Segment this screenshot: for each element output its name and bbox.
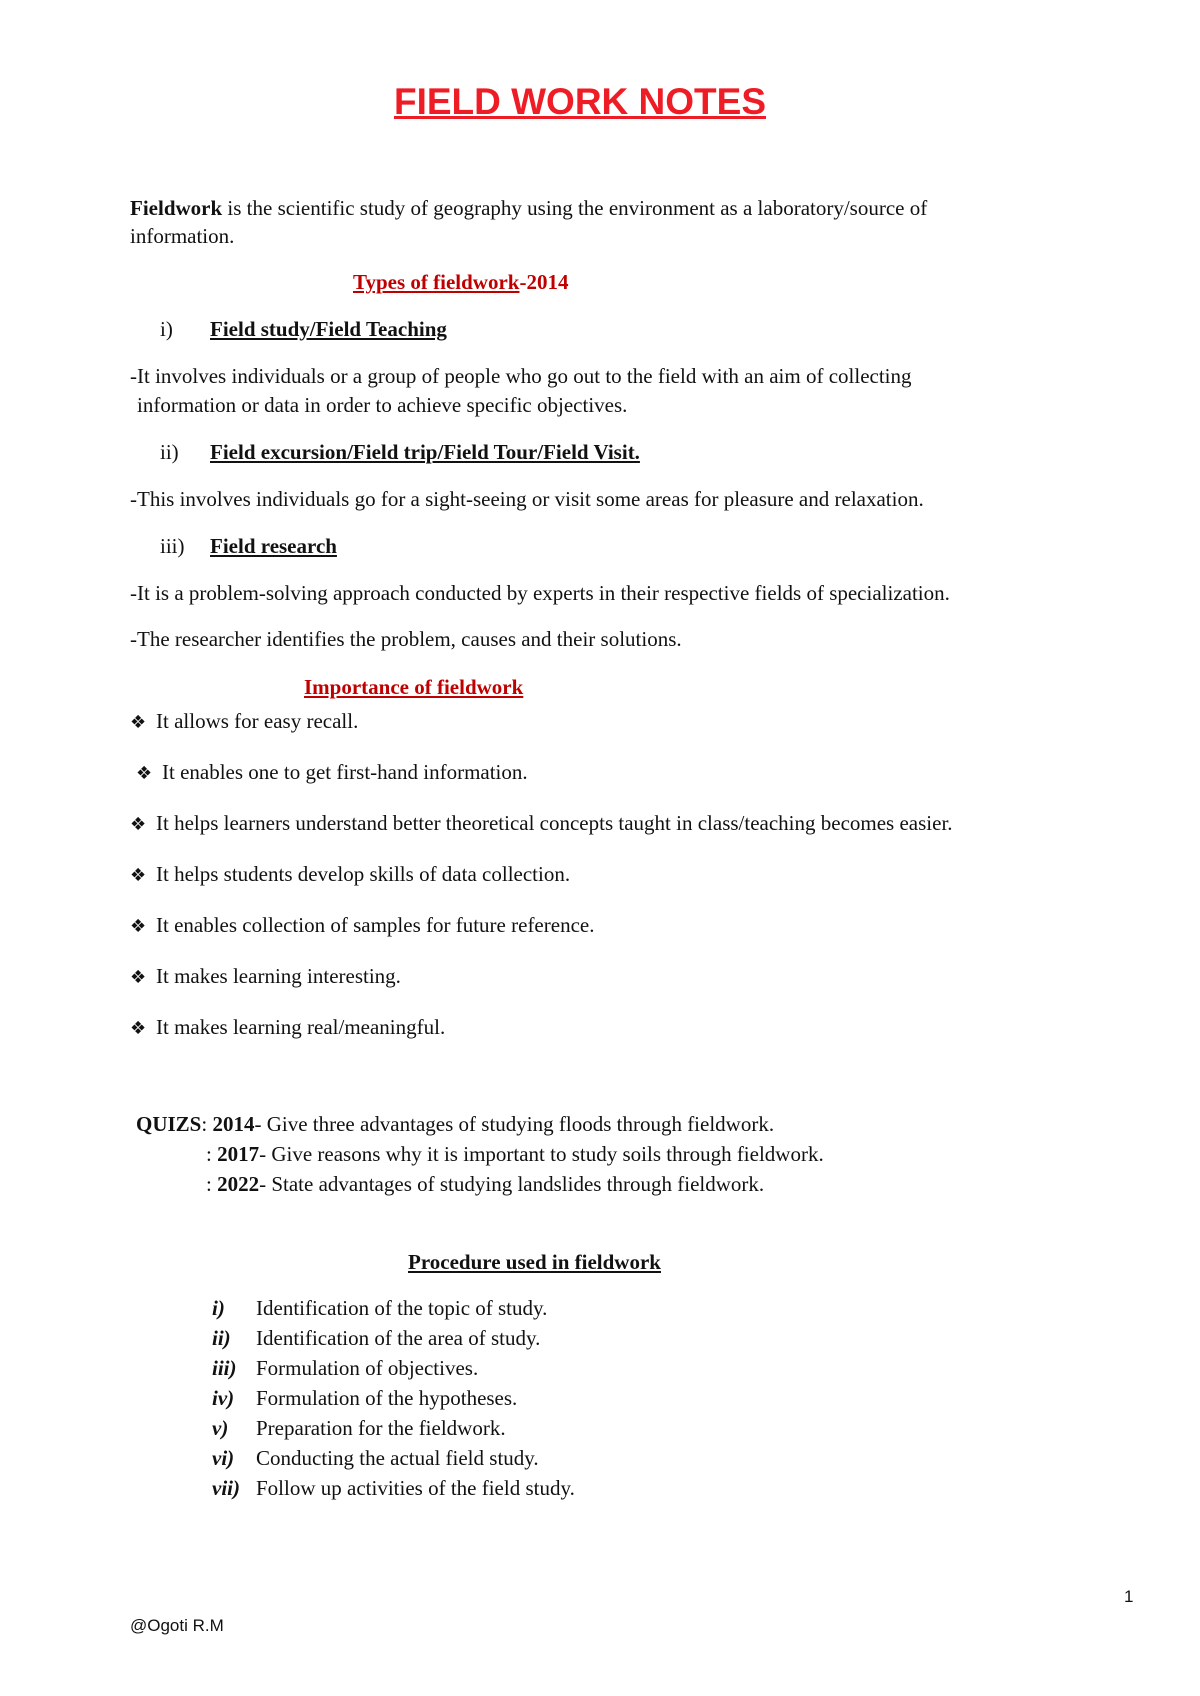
procedure-item: iii) Formulation of objectives. [212, 1356, 479, 1380]
diamond-bullet-icon: ❖ [130, 916, 147, 937]
quiz-label: QUIZS [136, 1112, 202, 1136]
procedure-number: v) [212, 1416, 229, 1440]
procedure-item: iv) Formulation of the hypotheses. [212, 1386, 518, 1410]
types-heading [353, 270, 568, 295]
diamond-bullet-icon: ❖ [130, 865, 147, 886]
type-item-number: ii) [160, 440, 179, 464]
procedure-item: vii) Follow up activities of the field study. [212, 1476, 575, 1500]
quiz-year: 2014 [212, 1112, 255, 1136]
quiz-year: 2022 [217, 1172, 260, 1196]
importance-item: ❖ It helps students develop skills of data collection. [130, 862, 571, 886]
types-heading-label: Types of fieldwork [353, 270, 520, 294]
page-title: FIELD WORK NOTES [393, 81, 767, 122]
type-item-label: Field study/Field Teaching [210, 317, 447, 341]
definition-term: Fieldwork [130, 196, 223, 220]
quiz-line: : 2022- State advantages of studying landslides through fieldwork. [206, 1172, 765, 1196]
procedure-number: i) [212, 1296, 225, 1320]
page-number: 1 [1124, 1587, 1134, 1606]
diamond-bullet-icon: ❖ [130, 814, 147, 835]
diamond-bullet-icon: ❖ [136, 763, 153, 784]
type-item-label: Field research [210, 534, 337, 558]
importance-item: ❖ It makes learning interesting. [130, 964, 401, 988]
importance-item: ❖ It enables collection of samples for future reference. [130, 913, 595, 937]
type-item-1 [160, 317, 447, 342]
types-heading-year: -2014 [519, 270, 569, 294]
type-item-2 [160, 440, 640, 465]
diamond-bullet-icon: ❖ [130, 1018, 147, 1039]
diamond-bullet-icon: ❖ [130, 712, 147, 733]
definition-line-1 [130, 196, 927, 221]
type-item-number: iii) [160, 534, 185, 558]
definition-line-2: information. [130, 224, 235, 248]
procedure-item: vi) Conducting the actual field study. [212, 1446, 539, 1470]
quiz-line: : 2017- Give reasons why it is important to study soils through fieldwork. [206, 1142, 824, 1166]
procedure-number: iv) [212, 1386, 235, 1410]
type-item-desc: information or data in order to achieve specific objectives. [137, 393, 628, 417]
type-item-desc: -This involves individuals go for a sight-seeing or visit some areas for pleasure and relaxation. [130, 487, 924, 511]
procedure-number: vii) [212, 1476, 240, 1500]
quiz-year: 2017 [217, 1142, 260, 1166]
procedure-item: ii) Identification of the area of study. [212, 1326, 541, 1350]
type-item-desc: -The researcher identifies the problem, causes and their solutions. [130, 627, 682, 651]
procedure-heading: Procedure used in fieldwork [408, 1250, 661, 1274]
type-item-desc: -It is a problem-solving approach conducted by experts in their respective fields of specialization. [130, 581, 950, 605]
footer-author: @Ogoti R.M [130, 1616, 224, 1635]
procedure-number: iii) [212, 1356, 237, 1380]
type-item-label: Field excursion/Field trip/Field Tour/Field Visit. [210, 440, 640, 464]
procedure-number: vi) [212, 1446, 235, 1470]
procedure-number: ii) [212, 1326, 231, 1350]
importance-heading: Importance of fieldwork [304, 675, 524, 699]
importance-item: ❖ It helps learners understand better theoretical concepts taught in class/teaching becomes easier. [130, 811, 953, 835]
definition-text: is the scientific study of geography using the environment as a laboratory/source of [222, 196, 928, 220]
type-item-desc: -It involves individuals or a group of people who go out to the field with an aim of collecting [130, 364, 912, 388]
diamond-bullet-icon: ❖ [130, 967, 147, 988]
importance-item: ❖ It allows for easy recall. [130, 709, 359, 733]
type-item-3 [160, 534, 337, 559]
quiz-line: QUIZS: 2014- Give three advantages of studying floods through fieldwork. [136, 1112, 775, 1136]
type-item-number: i) [160, 317, 173, 341]
importance-item: ❖ It enables one to get first-hand information. [136, 760, 528, 784]
procedure-item: i) Identification of the topic of study. [212, 1296, 548, 1320]
procedure-item: v) Preparation for the fieldwork. [212, 1416, 506, 1440]
importance-item: ❖ It makes learning real/meaningful. [130, 1015, 446, 1039]
